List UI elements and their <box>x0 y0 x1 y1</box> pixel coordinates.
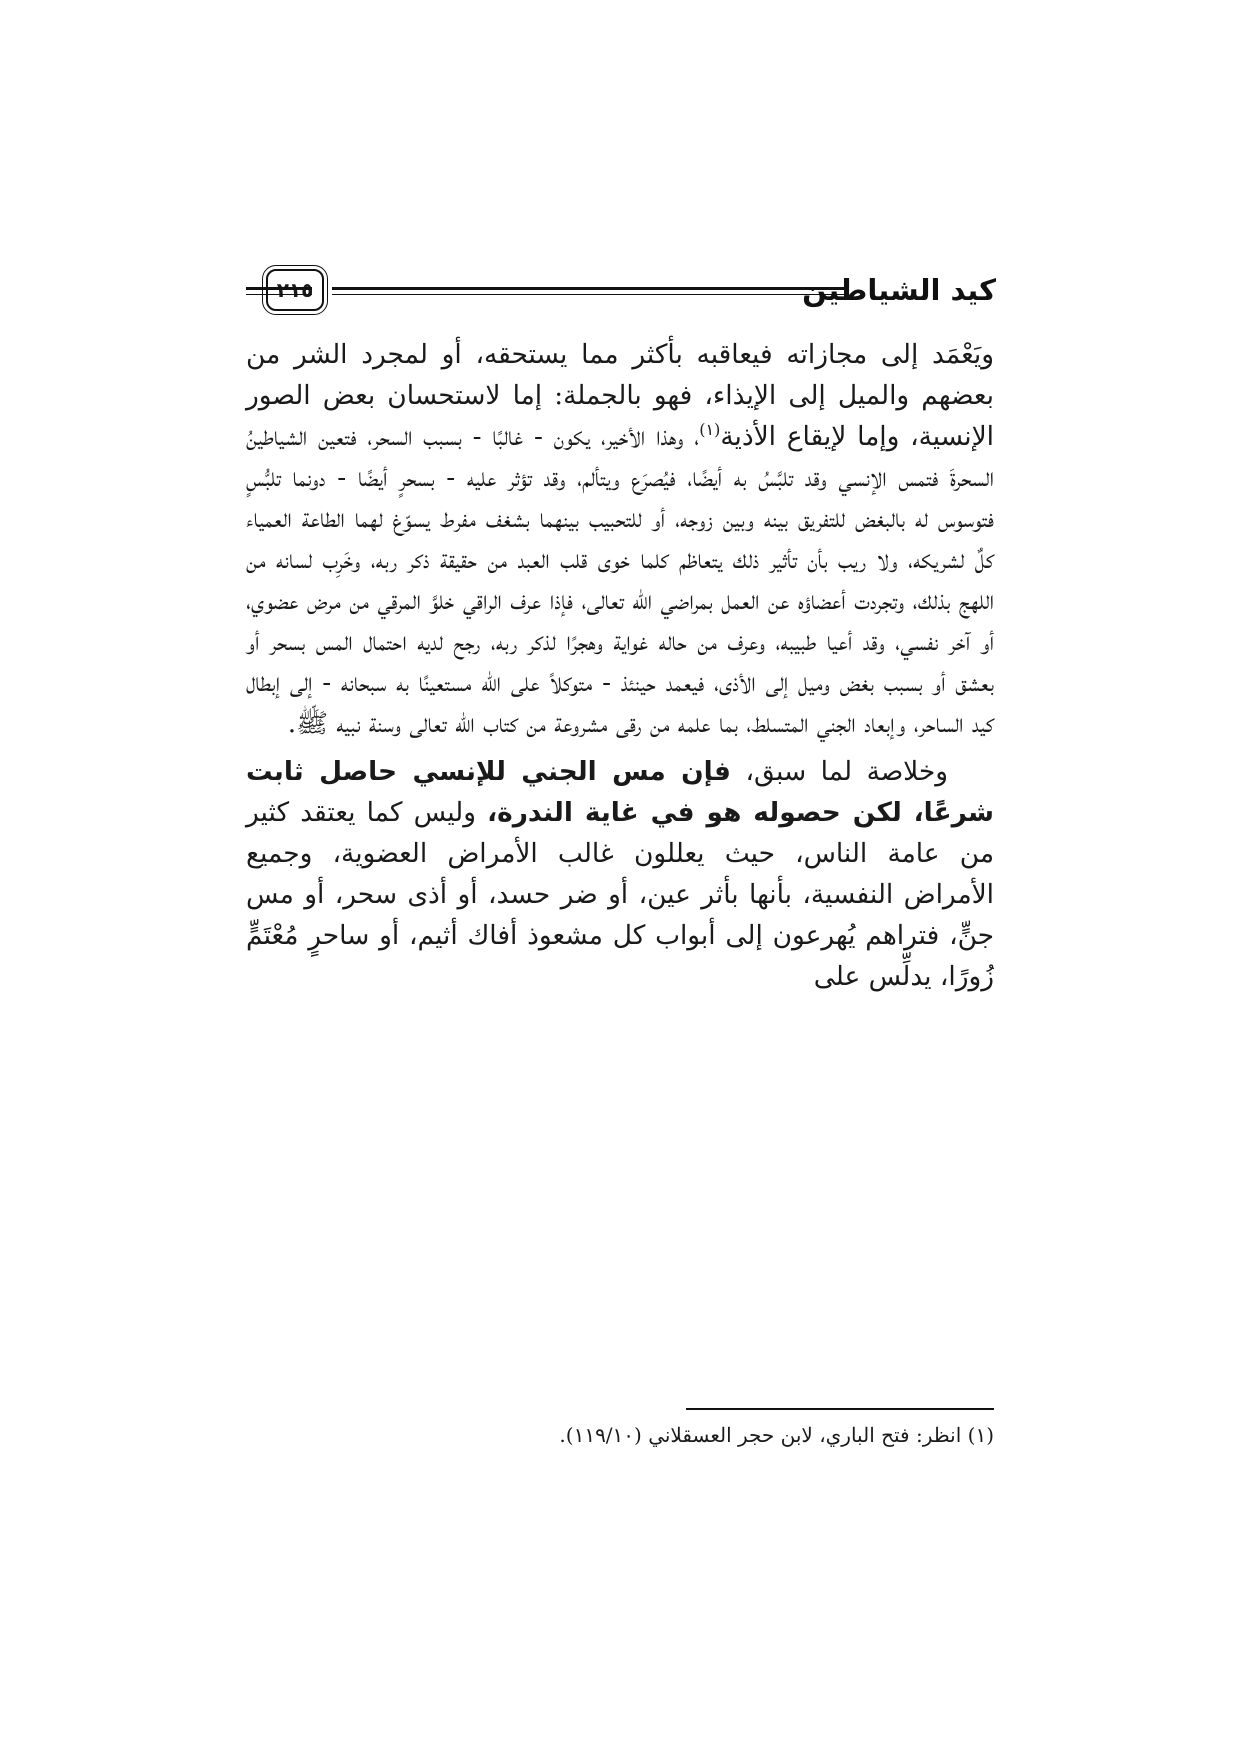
paragraph-2-rest: وليس كما يعتقد كثير من عامة الناس، حيث يعللون غالب الأمراض العضوية، وجميع الأمراض النفسية، بأنها بأثر عين، أو ضر حسد، أو أذى سحر، أو مس جنٍّ، فتراهم يُهرعون إلى أبواب كل مشعوذ أفاك أثيم، أو ساحرٍ مُعْتَمٍّ زُورًا، يدلِّس على <box>246 797 994 992</box>
footnote-reference: (١) <box>699 420 721 440</box>
paragraph-2-intro: وخلاصة لما سبق، <box>730 756 948 787</box>
running-header <box>246 265 996 315</box>
paragraph-1-text-b: ، وهذا الأخير، يكون - غالبًا - بسبب السحر، فتعين الشياطينُ السحرةَ فتمس الإنسي وقد تلبَّسُ به أيضًا، فيُصرَع ويتألم، وقد تؤثر عليه - بسحرٍ أيضًا - دونما تلبُّسٍ فتوسوس له بالبغض للتفريق بينه وبين زوجه، أو للتحبيب بينهما بشغف مفرط يسوّغ لهما الطاعة العمياء كلٌ لشريكه، ولا ريب بأن تأثير ذلك يتعاظم كلما خوى قلب العبد من حقيقة ذكر ربه، وخَرِب لسانه من اللهج بذلك، وتجردت أعضاؤه عن العمل بمراضي الله تعالى، فإذا عرف الراقي خلوَّ المرقي من مرض عضوي، أو آخر نفسي، وقد أعيا طبيبه، وعرف من حاله غواية وهجرًا لذكر ربه، رجح لديه احتمال المس بسحر أو بعشق أو بسبب بغض وميل إلى الأذى، فيعمد حينئذ - متوكلاً على الله مستعينًا به سبحانه - إلى إبطال كيد الساحر، وإبعاد الجني المتسلط، بما علمه من رقى مشروعة من كتاب الله تعالى وسنة نبيه ﷺ. <box>246 421 994 739</box>
page-number: ٢١٥ <box>266 269 324 311</box>
paragraph-1-text-a: ويَعْمَد إلى مجازاته فيعاقبه بأكثر مما يستحقه، أو لمجرد الشر من بعضهم والميل إلى الإيذاء، فهو بالجملة: إما لاستحسان بعض الصور الإنسية، وإما لإيقاع الأذية <box>246 339 994 452</box>
paragraph-2-bold-statement: فإن مس الجني للإنسي حاصل ثابت شرعًا، لكن حصوله هو في غاية الندرة، <box>246 756 994 828</box>
footnote: (١) انظر: فتح الباري، لابن حجر العسقلاني (١١٩/١٠). <box>559 1423 994 1447</box>
footnote-separator <box>686 1408 994 1410</box>
paragraph-2 <box>246 751 994 997</box>
header-rule-right <box>332 287 844 295</box>
paragraph-1 <box>246 334 994 744</box>
book-title: كيد الشياطين <box>802 273 996 307</box>
page-body <box>246 334 994 997</box>
header-rule-left <box>246 287 312 295</box>
